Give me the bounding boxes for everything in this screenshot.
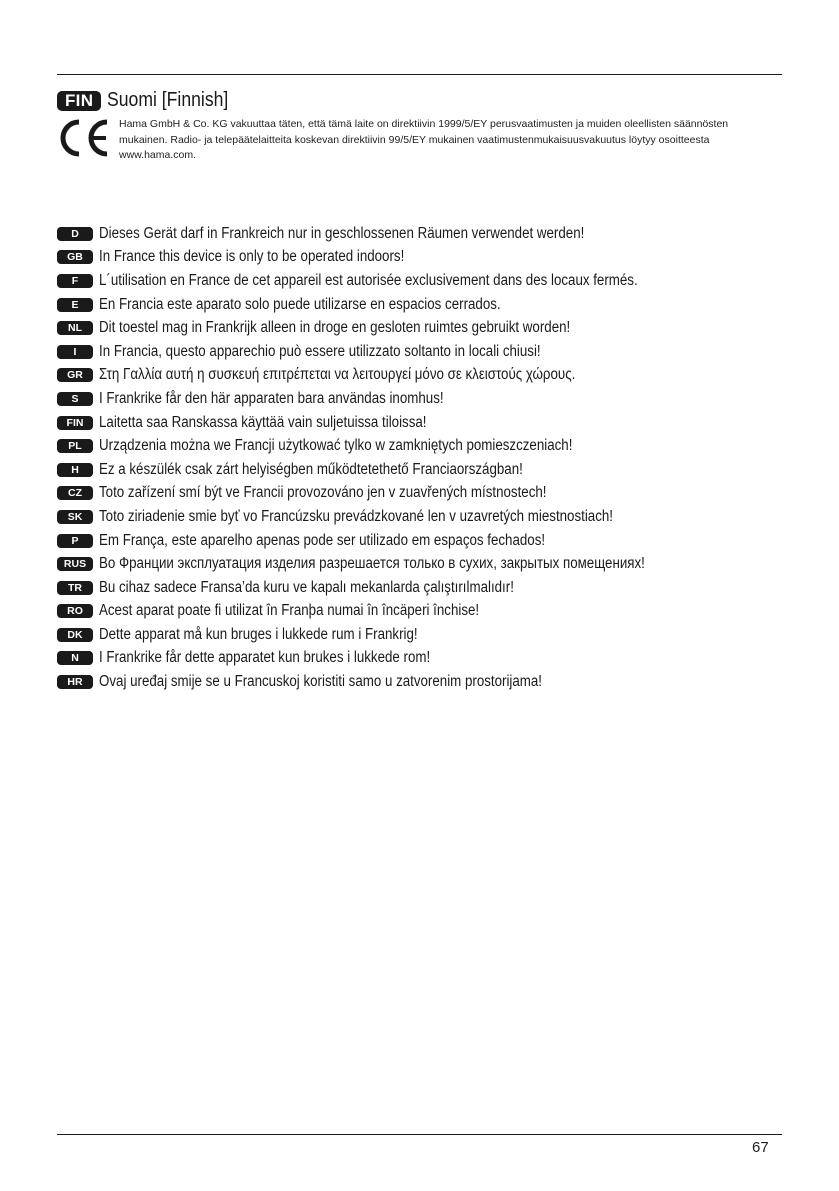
statement-text: Во Франции эксплуатация изделия разрешается только в сухих, закрытых помещениях! [99,555,645,573]
statement-row [57,364,797,388]
statement-text: In Francia, questo apparechio può essere utilizzato soltanto in locali chiusi! [99,342,541,360]
country-code-badge: I [57,345,93,359]
country-code-badge: NL [57,321,93,335]
country-code-badge: GB [57,250,93,264]
statement-row [57,552,797,576]
statement-row [57,458,797,482]
statement-text: En Francia este aparato solo puede utilizarse en espacios cerrados. [99,295,501,313]
statement-text: Toto zařízení smí být ve Francii provozováno jen v zuavřených místnostech! [99,484,547,502]
statement-text: Toto ziriadenie smie byť vo Francúzsku prevádzkované len v uzavretých miestnostiach! [99,507,614,525]
statement-row [57,576,797,600]
country-code-badge: H [57,463,93,477]
statement-text: L´utilisation en France de cet appareil est autorisée exclusivement dans des locaux fermés. [99,271,638,289]
country-code-badge: HR [57,675,93,689]
country-code-badge: F [57,274,93,288]
statement-text: In France this device is only to be operated indoors! [99,248,405,266]
statement-text: Laitetta saa Ranskassa käyttää vain suljetuissa tiloissa! [99,413,427,431]
country-code-badge: SK [57,510,93,524]
statement-text: Ez a készülék csak zárt helyiségben működtetethető Franciaországban! [99,460,523,478]
country-code-badge: RUS [57,557,93,571]
statement-row [57,670,797,694]
statement-row [57,482,797,506]
country-code-badge: CZ [57,486,93,500]
language-badge: FIN [57,91,101,111]
statement-text: Dieses Gerät darf in Frankreich nur in geschlossenen Räumen verwendet werden! [99,224,585,242]
country-statements-list [57,222,797,694]
country-code-badge: N [57,651,93,665]
page-number: 67 [752,1139,769,1156]
statement-row [57,505,797,529]
country-code-badge: FIN [57,416,93,430]
country-code-badge: RO [57,604,93,618]
country-code-badge: PL [57,439,93,453]
statement-text: Urządzenia można we Francji użytkować tylko w zamkniętych pomieszczeniach! [99,437,573,455]
country-code-badge: GR [57,368,93,382]
statement-row [57,222,797,246]
statement-text: Bu cihaz sadece Fransa’da kuru ve kapalı mekanlarda çalıştırılmalıdır! [99,578,514,596]
statement-text: Em França, este aparelho apenas pode ser utilizado em espaços fechados! [99,531,546,549]
statement-text: Dit toestel mag in Frankrijk alleen in droge en gesloten ruimtes gebruikt worden! [99,319,571,337]
statement-text: Στη Γαλλία αυτή η συσκευή επιτρέπεται να λειτουργεί μόνο σε κλειστούς χώρους. [99,366,576,384]
country-code-badge: E [57,298,93,312]
section-title: Suomi [Finnish] [107,89,229,111]
statement-row [57,246,797,270]
statement-row [57,387,797,411]
statement-text: Dette apparat må kun bruges i lukkede rum i Frankrig! [99,625,418,643]
country-code-badge: DK [57,628,93,642]
statement-text: Acest aparat poate fi utilizat în Franþa numai în încäperi închise! [99,602,480,620]
statement-row [57,293,797,317]
statement-row [57,269,797,293]
statement-row [57,316,797,340]
statement-row [57,529,797,553]
statement-row [57,623,797,647]
top-rule [57,74,782,75]
statement-text: Ovaj uređaj smije se u Francuskoj koristiti samo u zatvorenim prostorijama! [99,673,543,691]
statement-row [57,340,797,364]
conformity-declaration: Hama GmbH & Co. KG vakuuttaa täten, että tämä laite on direktiivin 1999/5/EY perusvaatimusten ja muiden oleellisten säännösten mukainen. Radio- ja telepäätelaitteita koskevan direktiivin 99/5/EY mukainen vaatimustenmukaisuusvakuutus löytyy osoitteesta www.hama.com. [119,118,729,161]
statement-row [57,600,797,624]
country-code-badge: TR [57,581,93,595]
statement-text: I Frankrike får dette apparatet kun brukes i lukkede rom! [99,649,431,667]
country-code-badge: S [57,392,93,406]
statement-row [57,434,797,458]
country-code-badge: P [57,534,93,548]
statement-row [57,647,797,671]
bottom-rule [57,1134,782,1135]
section-header [57,89,245,112]
ce-mark-icon [57,118,113,158]
statement-text: I Frankrike får den här apparaten bara användas inomhus! [99,389,444,407]
statement-row [57,411,797,435]
country-code-badge: D [57,227,93,241]
